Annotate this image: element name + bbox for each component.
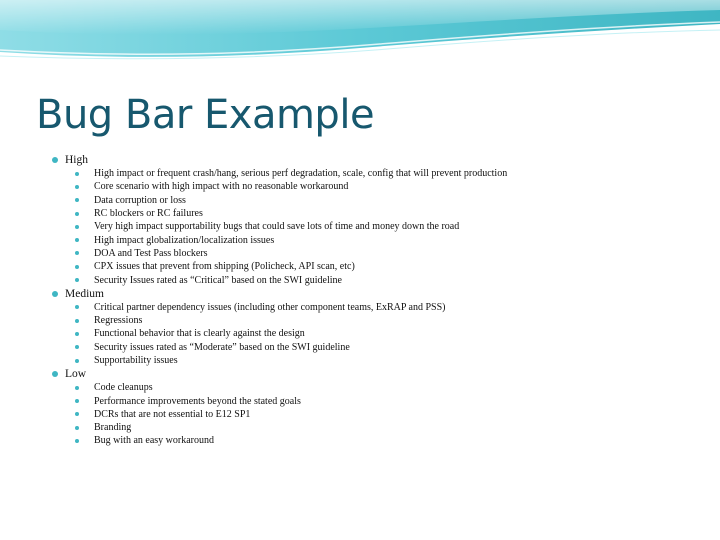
bullet-icon bbox=[75, 172, 79, 176]
list-item: DCRs that are not essential to E12 SP1 bbox=[52, 408, 692, 421]
list-item: Core scenario with high impact with no reasonable workaround bbox=[52, 180, 692, 193]
section-label: High bbox=[65, 154, 88, 166]
bullet-icon bbox=[52, 371, 58, 377]
bullet-icon bbox=[75, 185, 79, 189]
bullet-icon bbox=[75, 238, 79, 242]
list-item: Regressions bbox=[52, 314, 692, 327]
bullet-icon bbox=[75, 198, 79, 202]
section-label: Low bbox=[65, 368, 87, 381]
list-item: Code cleanups bbox=[52, 381, 692, 394]
section-heading bbox=[52, 153, 692, 167]
list-item: Security issues rated as “Moderate” based on the SWI guideline bbox=[52, 341, 692, 354]
bullet-icon bbox=[75, 399, 79, 403]
header-banner bbox=[0, 0, 720, 62]
list-item: RC blockers or RC failures bbox=[52, 207, 692, 220]
bullet-icon bbox=[75, 332, 79, 336]
bullet-icon bbox=[75, 212, 79, 216]
section-low bbox=[52, 367, 692, 447]
slide-title: Bug Bar Example bbox=[36, 92, 375, 138]
bullet-list bbox=[52, 153, 692, 448]
list-item: Data corruption or loss bbox=[52, 194, 692, 207]
section-medium bbox=[52, 287, 692, 367]
section-label: Medium bbox=[65, 287, 104, 300]
bullet-icon bbox=[75, 426, 79, 430]
list-item: High impact globalization/localization issues bbox=[52, 233, 692, 246]
bullet-icon bbox=[75, 386, 79, 390]
bullet-icon bbox=[75, 439, 79, 443]
bullet-icon bbox=[52, 157, 58, 163]
list-item: Branding bbox=[52, 421, 692, 434]
list-item: High impact or frequent crash/hang, serious perf degradation, scale, config that will prevent production bbox=[52, 167, 692, 180]
list-item: Supportability issues bbox=[52, 354, 692, 367]
bullet-icon bbox=[75, 225, 79, 229]
bullet-icon bbox=[75, 251, 79, 255]
list-item: CPX issues that prevent from shipping (Policheck, API scan, etc) bbox=[52, 260, 692, 273]
bullet-icon bbox=[75, 319, 79, 323]
bullet-icon bbox=[75, 278, 79, 282]
section-high bbox=[52, 153, 692, 287]
section-heading bbox=[52, 367, 692, 381]
list-item: Very high impact supportability bugs that could save lots of time and money down the road bbox=[52, 220, 692, 233]
bullet-icon bbox=[75, 345, 79, 349]
list-item: Bug with an easy workaround bbox=[52, 434, 692, 447]
list-item: Functional behavior that is clearly against the design bbox=[52, 327, 692, 340]
list-item: Performance improvements beyond the stated goals bbox=[52, 394, 692, 407]
bullet-icon bbox=[75, 359, 79, 363]
header-wave-graphic bbox=[0, 0, 720, 62]
bullet-icon bbox=[75, 305, 79, 309]
bullet-icon bbox=[52, 291, 58, 297]
list-item: DOA and Test Pass blockers bbox=[52, 247, 692, 260]
bullet-icon bbox=[75, 265, 79, 269]
list-item: Critical partner dependency issues (including other component teams, ExRAP and PSS) bbox=[52, 301, 692, 314]
section-heading bbox=[52, 287, 692, 301]
bullet-icon bbox=[75, 412, 79, 416]
list-item: Security Issues rated as “Critical” based on the SWI guideline bbox=[52, 273, 692, 286]
